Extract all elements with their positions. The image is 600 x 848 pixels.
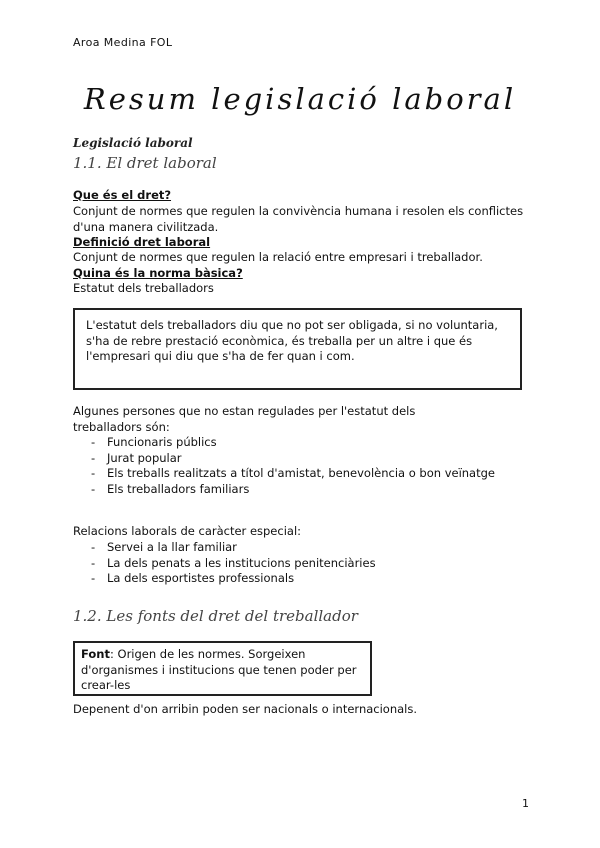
list-item: - Els treballs realitzats a títol d'amistat, benevolència o bon veïnatge (91, 466, 495, 480)
page-title: Resum legislació laboral (83, 82, 517, 116)
question-norma-basica: Quina és la norma bàsica? (73, 266, 243, 280)
excluded-intro: Algunes persones que no estan regulades per l'estatut dels treballadors són: (73, 404, 416, 434)
list-item: - Funcionaris públics (91, 435, 217, 449)
subsection-title-2: 1.2. Les fonts del dret del treballador (73, 607, 358, 625)
list-item: - La dels esportistes professionals (91, 571, 295, 585)
document-header-author: Aroa Medina FOL (73, 36, 173, 49)
page-number: 1 (522, 797, 529, 810)
fonts-definition-box (73, 641, 372, 696)
list-item: - La dels penats a les institucions penitenciàries (91, 555, 376, 570)
closing-text: Depenent d'on arribin poden ser nacionals o internacionals. (73, 702, 418, 716)
estatut-quote-text: L'estatut dels treballadors diu que no pot ser obligada, si no voluntaria, s'ha de rebre prestació econòmica, és treballa per un altre i que és l'empresari qui diu que s'ha de fer quan i com. (86, 318, 498, 363)
subsection-title-1: 1.1. El dret laboral (73, 154, 217, 172)
list-item: - Els treballadors familiars (91, 481, 250, 496)
answer-dret: Conjunt de normes que regulen la convivència humana i resolen els conflictes d'una manera civilitzada. (73, 204, 524, 234)
question-dret-laboral: Definició dret laboral (73, 235, 211, 249)
list-item: - Jurat popular (91, 450, 182, 465)
font-label: Font (81, 647, 110, 661)
special-list (73, 540, 533, 587)
answer-norma-basica: Estatut dels treballadors (73, 281, 214, 295)
estatut-quote-box (73, 308, 522, 390)
list-item: - Servei a la llar familiar (91, 540, 237, 554)
question-dret: Que és el dret? (73, 188, 172, 202)
font-definition-text: : Origen de les normes. Sorgeixen d'organismes i institucions que tenen poder per crear-les (81, 647, 357, 692)
section-title: Legislació laboral (73, 136, 193, 150)
excluded-list (73, 435, 533, 497)
answer-dret-laboral: Conjunt de normes que regulen la relació entre empresari i treballador. (73, 250, 483, 264)
special-intro: Relacions laborals de caràcter especial: (73, 524, 302, 538)
